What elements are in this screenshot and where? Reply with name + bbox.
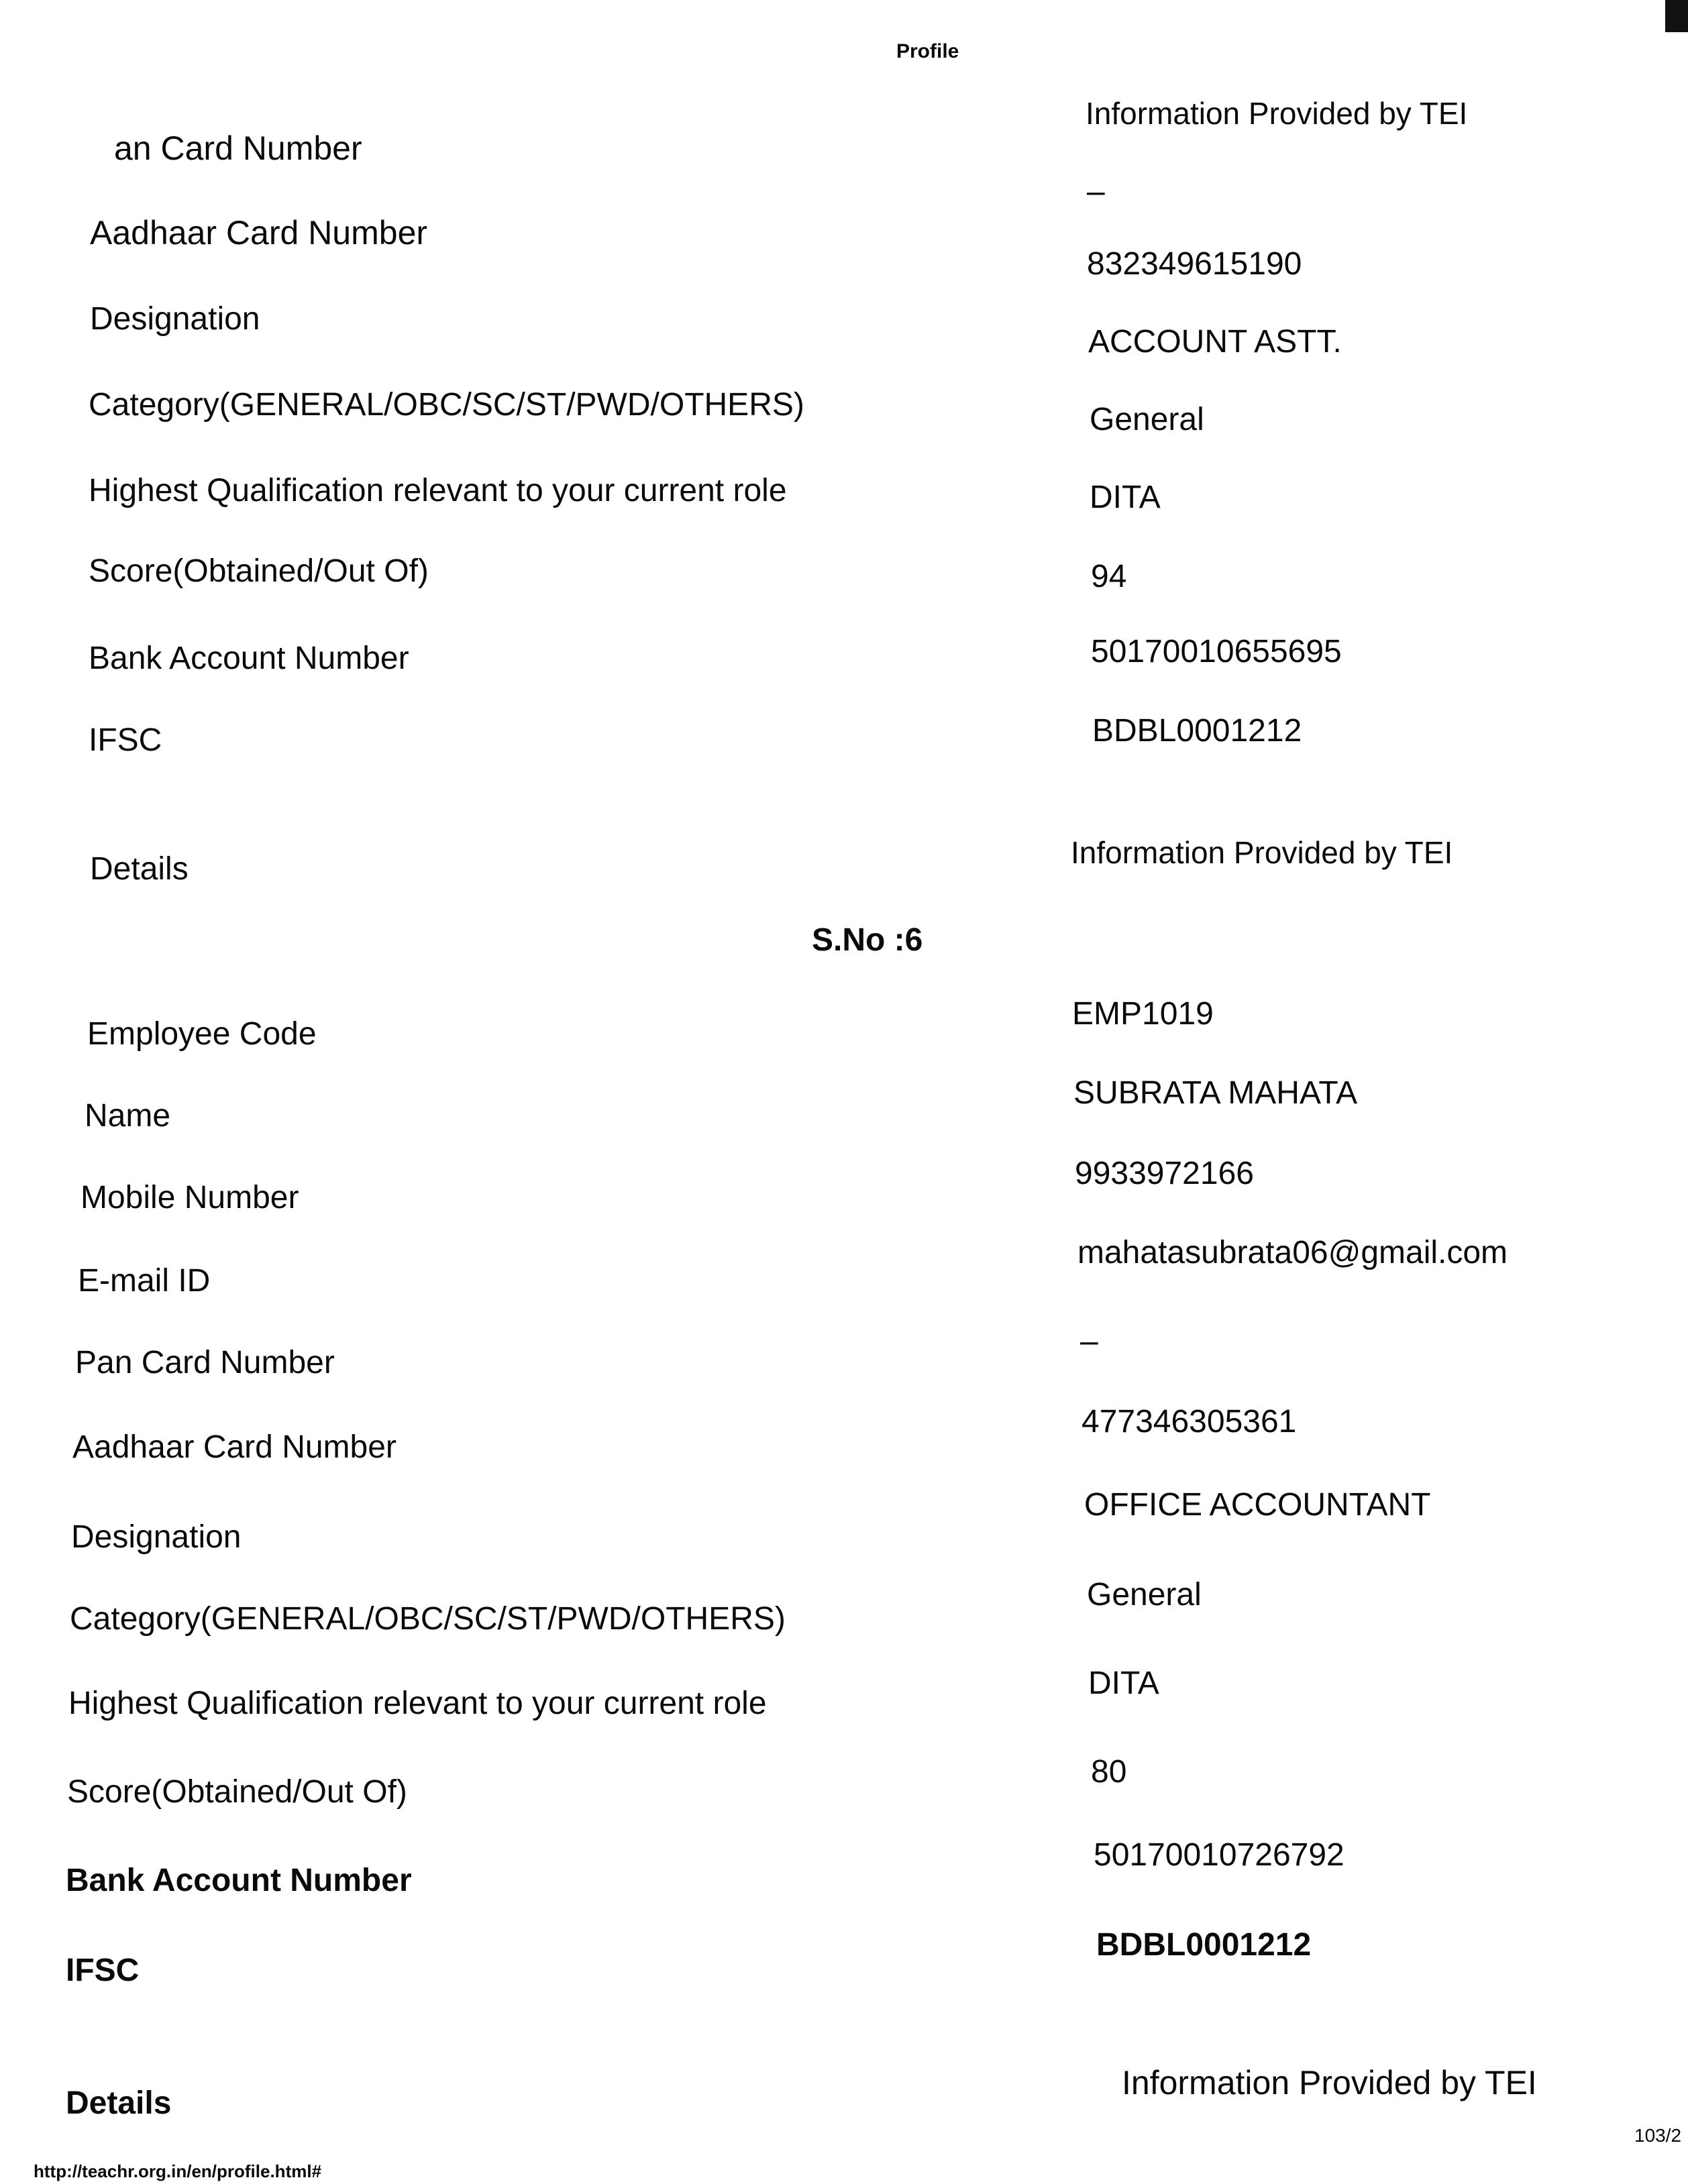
section1-value-score: 94: [1091, 559, 1127, 594]
section1-value-category: General: [1090, 402, 1204, 437]
section2-label-mobile: Mobile Number: [81, 1180, 299, 1215]
footer-url: http://teachr.org.in/en/profile.html#: [34, 2161, 322, 2181]
section3-header: Information Provided by TEI: [1122, 2064, 1537, 2101]
section1-value-qualification: DITA: [1090, 480, 1161, 515]
section2-value-ifsc: BDBL0001212: [1096, 1927, 1312, 1963]
section2-label-score: Score(Obtained/Out Of): [67, 1774, 407, 1810]
section2-value-pan: –: [1080, 1323, 1098, 1359]
section2-value-name: SUBRATA MAHATA: [1073, 1075, 1358, 1111]
section2-value-bank-account: 50170010726792: [1094, 1837, 1344, 1873]
section2-value-mobile: 9933972166: [1075, 1156, 1254, 1191]
section2-label-bank-account: Bank Account Number: [66, 1863, 412, 1898]
section1-value-pan: –: [1087, 174, 1105, 209]
section2-label-email: E-mail ID: [78, 1263, 211, 1299]
section2-details-label: Details: [90, 851, 189, 887]
section1-label-pan: an Card Number: [114, 129, 362, 167]
section1-label-category: Category(GENERAL/OBC/SC/ST/PWD/OTHERS): [89, 387, 804, 423]
section2-label-pan: Pan Card Number: [75, 1345, 335, 1380]
page-title: Profile: [896, 40, 959, 62]
section2-label-qualification: Highest Qualification relevant to your current role: [68, 1686, 767, 1721]
section2-label-designation: Designation: [71, 1519, 242, 1555]
section1-label-ifsc: IFSC: [89, 722, 162, 758]
section2-value-category: General: [1087, 1577, 1202, 1613]
section1-value-designation: ACCOUNT ASTT.: [1088, 324, 1342, 360]
section2-value-employee-code: EMP1019: [1072, 996, 1214, 1032]
section2-value-qualification: DITA: [1088, 1666, 1159, 1701]
section2-label-category: Category(GENERAL/OBC/SC/ST/PWD/OTHERS): [70, 1601, 786, 1637]
section2-value-aadhaar: 477346305361: [1082, 1404, 1297, 1439]
section2-label-name: Name: [85, 1098, 171, 1134]
section1-header: Information Provided by TEI: [1086, 96, 1468, 131]
section1-value-aadhaar: 832349615190: [1087, 246, 1302, 282]
section1-label-qualification: Highest Qualification relevant to your current role: [89, 473, 787, 508]
section1-value-ifsc: BDBL0001212: [1092, 713, 1302, 749]
section1-label-score: Score(Obtained/Out Of): [89, 553, 429, 589]
page-number: 103/2: [1634, 2125, 1682, 2146]
section2-label-employee-code: Employee Code: [87, 1016, 317, 1052]
section2-value-score: 80: [1091, 1754, 1127, 1790]
section2-value-email: mahatasubrata06@gmail.com: [1077, 1235, 1508, 1270]
section3-details-label: Details: [66, 2085, 172, 2121]
section1-value-bank-account: 50170010655695: [1091, 634, 1342, 669]
section1-label-bank-account: Bank Account Number: [89, 641, 409, 676]
section1-label-designation: Designation: [90, 301, 260, 337]
serial-number: S.No :6: [812, 922, 923, 958]
section2-header: Information Provided by TEI: [1071, 835, 1453, 870]
section2-label-ifsc: IFSC: [66, 1953, 140, 1988]
scan-edge-mark: [1665, 0, 1688, 32]
section1-label-aadhaar: Aadhaar Card Number: [90, 214, 428, 252]
section2-value-designation: OFFICE ACCOUNTANT: [1084, 1487, 1431, 1523]
section2-label-aadhaar: Aadhaar Card Number: [72, 1429, 397, 1465]
